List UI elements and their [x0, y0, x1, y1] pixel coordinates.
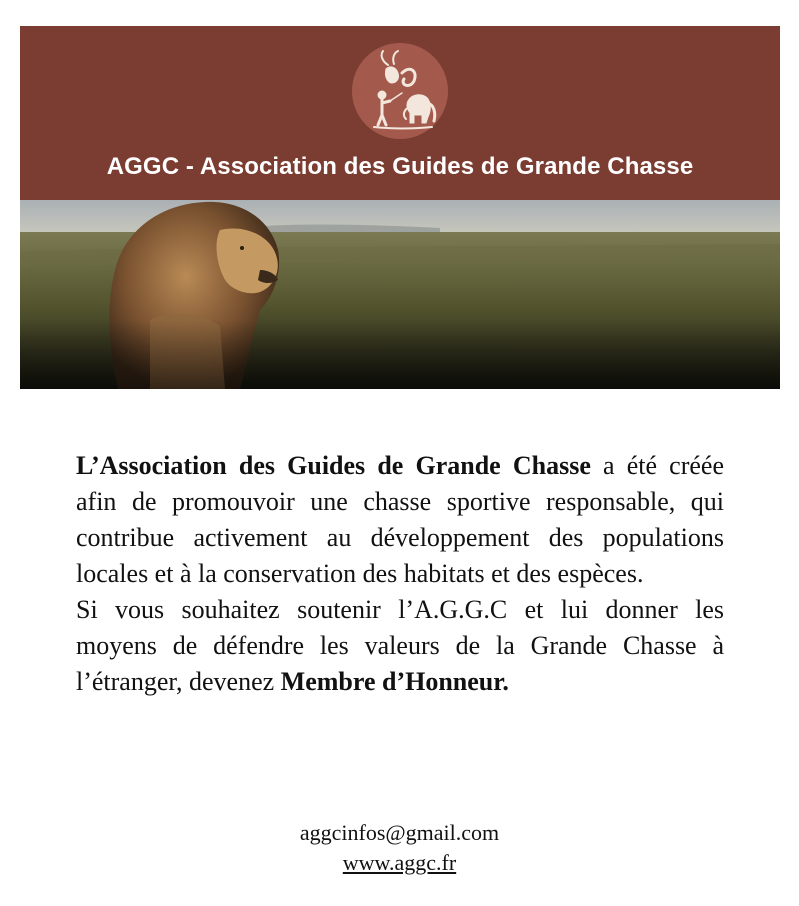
membership-text: Si vous souhaitez soutenir l’A.G.G.C et lui donner les moyens de défendre les valeurs de la Grande Chasse à l’étranger, devenez — [76, 595, 724, 696]
membership-paragraph — [76, 592, 724, 700]
description-text — [76, 448, 724, 700]
association-title: AGGC - Association des Guides de Grande Chasse — [106, 153, 694, 180]
contact-email[interactable]: aggcinfos@gmail.com — [299, 820, 500, 845]
honorary-member-label: Membre d’Honneur. — [280, 667, 509, 696]
logo — [352, 43, 448, 139]
hunting-scene-logo-icon — [352, 43, 448, 139]
association-name: L’Association des Guides de Grande Chasse — [76, 451, 591, 480]
intro-text: a été créée afin de promouvoir une chasse sportive responsable, qui contribue activement au développement des populations locales et à la conservation des habitats et des espèces. — [76, 451, 724, 588]
intro-paragraph — [76, 448, 724, 592]
website-link[interactable]: www.aggc.fr — [342, 850, 457, 875]
header-banner — [20, 26, 780, 200]
lion-savanna-photo — [20, 200, 780, 389]
